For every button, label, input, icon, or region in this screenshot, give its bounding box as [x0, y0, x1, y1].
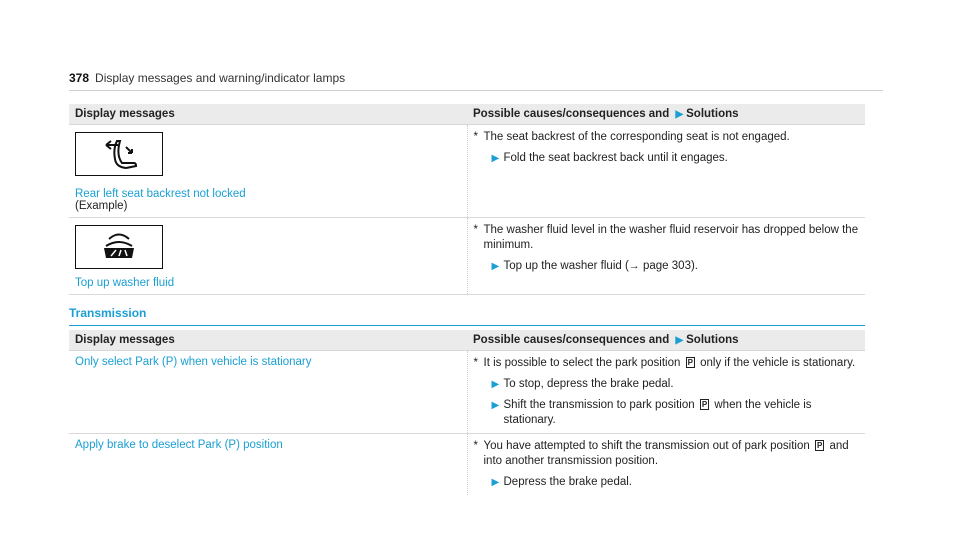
- step-arrow-icon: ▶: [491, 153, 500, 164]
- col-header-causes-text: Possible causes/consequences and: [473, 108, 670, 120]
- park-position-icon: P: [701, 400, 708, 409]
- park-position-icon: P: [816, 441, 823, 450]
- cause-item: [474, 439, 860, 469]
- col-header-solutions-text: Solutions: [686, 108, 739, 120]
- header-rule: [69, 90, 883, 91]
- message-cell: [69, 218, 467, 295]
- col-header-solutions-text: Solutions: [686, 334, 739, 346]
- asterisk-icon: *: [473, 131, 478, 143]
- solution-step: [474, 377, 860, 392]
- cause-text-suffix: only if the vehicle is stationary.: [700, 357, 856, 369]
- cause-cell: [467, 218, 865, 295]
- solution-step: [474, 398, 860, 428]
- step-text: Fold the seat backrest back until it engages.: [503, 152, 728, 164]
- cause-text-suffix: and into another transmission position.: [483, 440, 849, 467]
- col-header-causes: [467, 330, 865, 351]
- solution-step: [474, 475, 860, 490]
- table-row: [69, 351, 865, 434]
- step-arrow-icon: ▶: [491, 477, 500, 488]
- park-position-icon: P: [687, 358, 693, 367]
- table-header-row: [69, 104, 865, 125]
- cause-text: The washer fluid level in the washer fluid reservoir has dropped below the minimum.: [483, 224, 859, 251]
- table-header-row: [69, 330, 865, 351]
- display-messages-table-2: [69, 330, 865, 495]
- message-cell: [69, 125, 467, 218]
- asterisk-icon: *: [473, 357, 478, 369]
- message-note: (Example): [75, 200, 128, 212]
- solution-arrow-icon: ▶: [675, 335, 684, 346]
- page-reference-arrow-icon: →: [628, 260, 640, 272]
- table-row: [69, 218, 865, 295]
- page-reference-link[interactable]: page 303: [643, 260, 691, 272]
- cause-cell: [467, 434, 865, 496]
- cause-text: The seat backrest of the corresponding seat is not engaged.: [483, 131, 790, 143]
- cause-text: You have attempted to shift the transmission out of park position: [483, 440, 810, 452]
- step-arrow-icon: ▶: [491, 261, 500, 272]
- step-text: Top up the washer fluid (: [503, 260, 629, 272]
- table-row: [69, 434, 865, 496]
- col-header-causes: [467, 104, 865, 125]
- col-header-causes-text: Possible causes/consequences and: [473, 334, 670, 346]
- solution-step: [474, 259, 860, 274]
- message-text: Only select Park (P) when vehicle is stationary: [75, 356, 312, 368]
- solution-step: [474, 151, 860, 166]
- solution-arrow-icon: ▶: [675, 109, 684, 120]
- col-header-display-messages: Display messages: [69, 330, 467, 351]
- cause-item: [474, 356, 860, 371]
- col-header-display-messages: Display messages: [69, 104, 467, 125]
- table-row: [69, 125, 865, 218]
- message-cell: [69, 351, 467, 434]
- cause-cell: [467, 125, 865, 218]
- step-text-suffix: ).: [690, 260, 698, 272]
- message-text: Top up washer fluid: [75, 277, 175, 289]
- cause-item: [474, 130, 860, 145]
- step-arrow-icon: ▶: [491, 400, 500, 411]
- step-text: Depress the brake pedal.: [503, 476, 632, 488]
- cause-item: [474, 223, 860, 253]
- washer-fluid-icon: [75, 225, 163, 269]
- step-text-suffix: when the vehicle is stationary.: [503, 399, 812, 426]
- message-cell: [69, 434, 467, 496]
- page-title: Display messages and warning/indicator lamps: [95, 71, 346, 85]
- step-text: To stop, depress the brake pedal.: [503, 378, 674, 390]
- cause-cell: [467, 351, 865, 434]
- seat-backrest-icon: [75, 132, 163, 176]
- cause-text: It is possible to select the park position: [483, 357, 681, 369]
- section-rule: [69, 325, 865, 326]
- section-heading: Transmission: [69, 306, 147, 320]
- step-text: Shift the transmission to park position: [503, 399, 695, 411]
- message-text: Rear left seat backrest not locked: [75, 188, 246, 200]
- asterisk-icon: *: [473, 440, 478, 452]
- display-messages-table-1: [69, 104, 865, 295]
- message-text: Apply brake to deselect Park (P) position: [75, 439, 283, 451]
- page-header: [69, 71, 883, 93]
- asterisk-icon: *: [473, 224, 478, 236]
- page-number: 378: [69, 71, 90, 85]
- step-arrow-icon: ▶: [491, 379, 500, 390]
- transmission-section: [69, 306, 865, 326]
